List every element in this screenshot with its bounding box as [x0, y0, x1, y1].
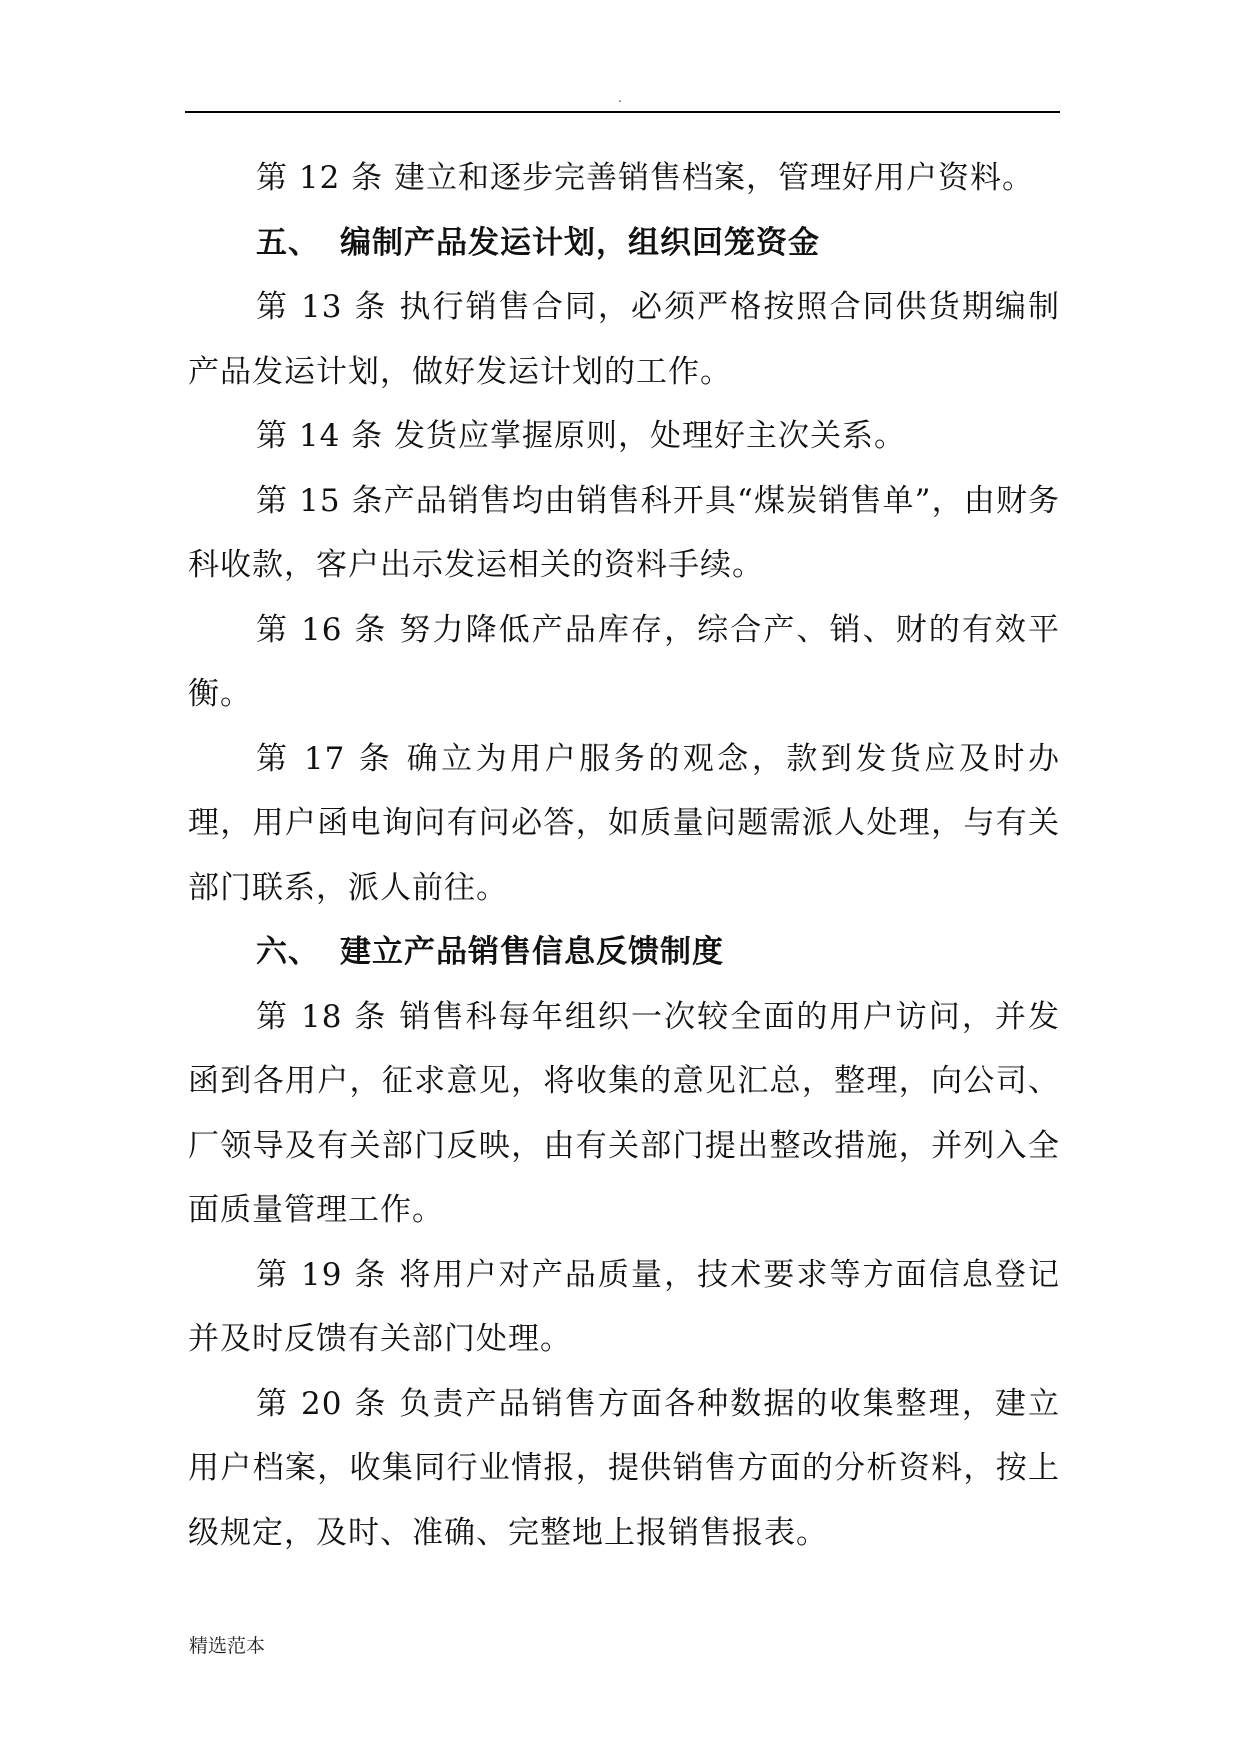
section-title: 建立产品销售信息反馈制度 — [340, 934, 724, 970]
header-rule — [185, 111, 1060, 113]
article-14: 第 14 条 发货应掌握原则，处理好主次关系。 — [256, 418, 907, 454]
article-15: 第 15 条产品销售均由销售科开具“煤炭销售单”，由财务科收款，客户出示发运相关的资料手续。 — [188, 482, 1060, 583]
section-number: 六、 — [256, 934, 320, 970]
article-18: 第 18 条 销售科每年组织一次较全面的用户访问，并发函到各用户，征求意见，将收集的意见汇总，整理，向公司、厂领导及有关部门反映，由有关部门提出整改措施，并列入全面质量管理工作。 — [188, 998, 1060, 1228]
header-dot: . — [618, 91, 622, 105]
document-body — [188, 146, 1060, 1565]
section-heading-6 — [188, 920, 1060, 985]
article-16: 第 16 条 努力降低产品库存，综合产、销、财的有效平衡。 — [188, 611, 1060, 712]
article-17: 第 17 条 确立为用户服务的观念，款到发货应及时办理，用户函电询问有问必答，如质量问题需派人处理，与有关部门联系，派人前往。 — [188, 740, 1060, 906]
section-number: 五、 — [256, 224, 320, 261]
article-19: 第 19 条 将用户对产品质量，技术要求等方面信息登记并及时反馈有关部门处理。 — [188, 1256, 1060, 1357]
section-title: 编制产品发运计划，组织回笼资金 — [340, 224, 820, 261]
article-12: 第 12 条 建立和逐步完善销售档案，管理好用户资料。 — [256, 160, 1035, 196]
article-13: 第 13 条 执行销售合同，必须严格按照合同供货期编制产品发运计划，做好发运计划的工作。 — [188, 289, 1060, 390]
footer-text: 精选范本 — [189, 1635, 266, 1657]
article-20: 第 20 条 负责产品销售方面各种数据的收集整理，建立用户档案，收集同行业情报，提供销售方面的分析资料，按上级规定，及时、准确、完整地上报销售报表。 — [188, 1385, 1060, 1551]
section-heading-5 — [188, 211, 1060, 276]
